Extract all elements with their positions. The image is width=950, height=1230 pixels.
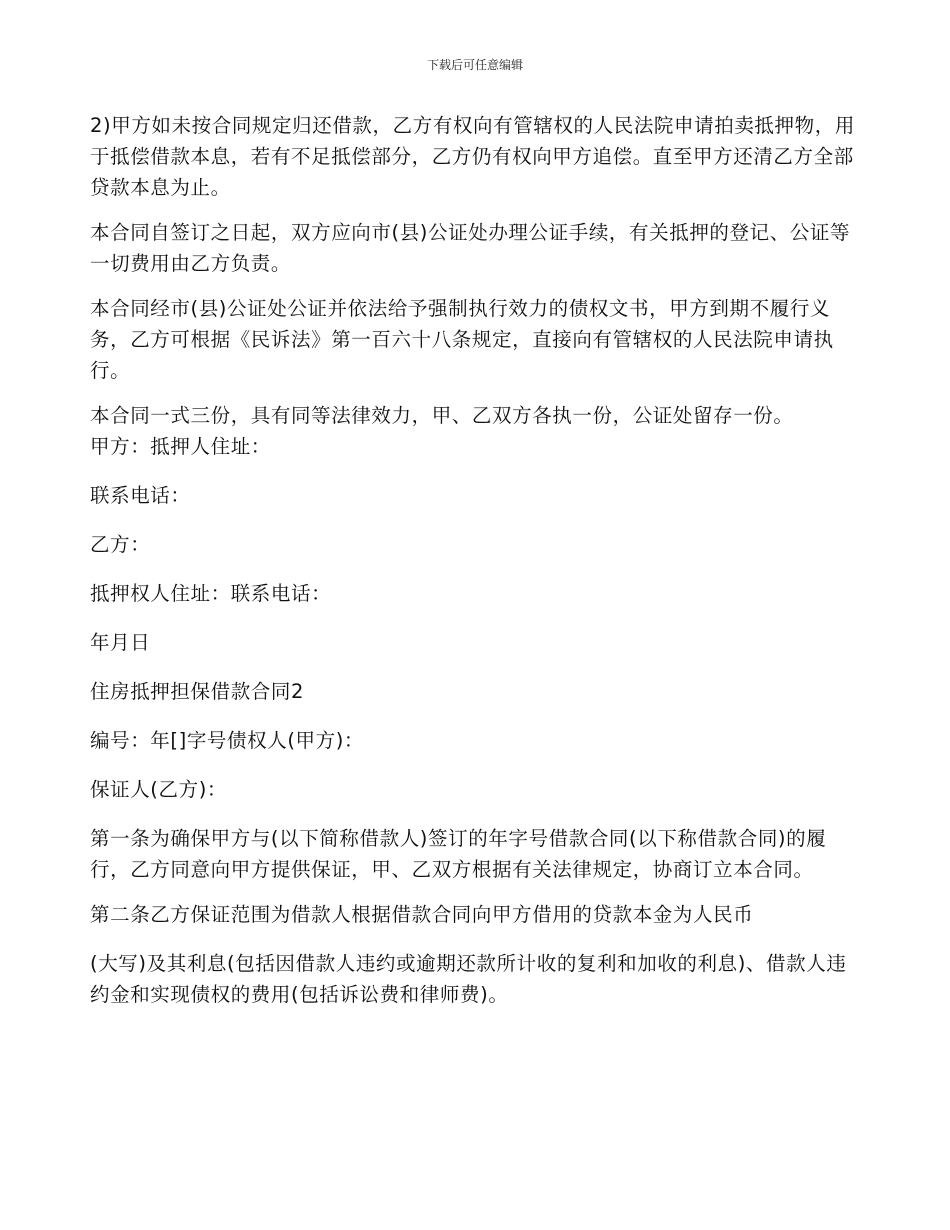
contract-title-2: 住房抵押担保借款合同2 [90,680,305,703]
signing-date: 年月日 [90,631,151,654]
party-a-address: 甲方：抵押人住址： [90,435,271,458]
article-2-continued: (大写)及其利息(包括因借款人违约或逾期还款所计收的复利和加收的利息)、借款人违约金和实现债权的费用(包括诉讼费和律师费)。 [90,952,847,1006]
party-b: 乙方： [90,533,151,556]
paragraph-notarization: 本合同自签订之日起，双方应向市(县)公证处办理公证手续，有关抵押的登记、公证等一切费用由乙方负责。 [90,221,851,275]
article-1: 第一条为确保甲方与(以下简称借款人)签订的年字号借款合同(以下称借款合同)的履行，乙方同意向甲方提供保证，甲、乙双方根据有关法律规定，协商订立本合同。 [90,827,827,881]
contract-number-creditor: 编号：年[]字号债权人(甲方)： [90,729,365,752]
guarantor: 保证人(乙方)： [90,778,228,801]
paragraph-copies: 本合同一式三份，具有同等法律效力，甲、乙双方各执一份，公证处留存一份。 [90,404,794,427]
page-header: 下载后可任意编辑 [426,58,523,72]
paragraph-enforcement: 本合同经市(县)公证处公证并依法给予强制执行效力的债权文书，甲方到期不履行义务，乙方可根据《民诉法》第一百六十八条规定，直接向有管辖权的人民法院申请执行。 [90,297,834,382]
paragraph-clause-2: 2)甲方如未按合同规定归还借款，乙方有权向有管辖权的人民法院申请拍卖抵押物，用于抵偿借款本息，若有不足抵偿部分，乙方仍有权向甲方追偿。直至甲方还清乙方全部贷款本息为止。 [90,114,855,199]
article-2: 第二条乙方保证范围为借款人根据借款合同向甲方借用的贷款本金为人民币 [90,903,754,926]
document-body [90,110,860,1024]
mortgagee-address-phone: 抵押权人住址：联系电话： [90,582,332,605]
party-a-phone: 联系电话： [90,484,191,507]
